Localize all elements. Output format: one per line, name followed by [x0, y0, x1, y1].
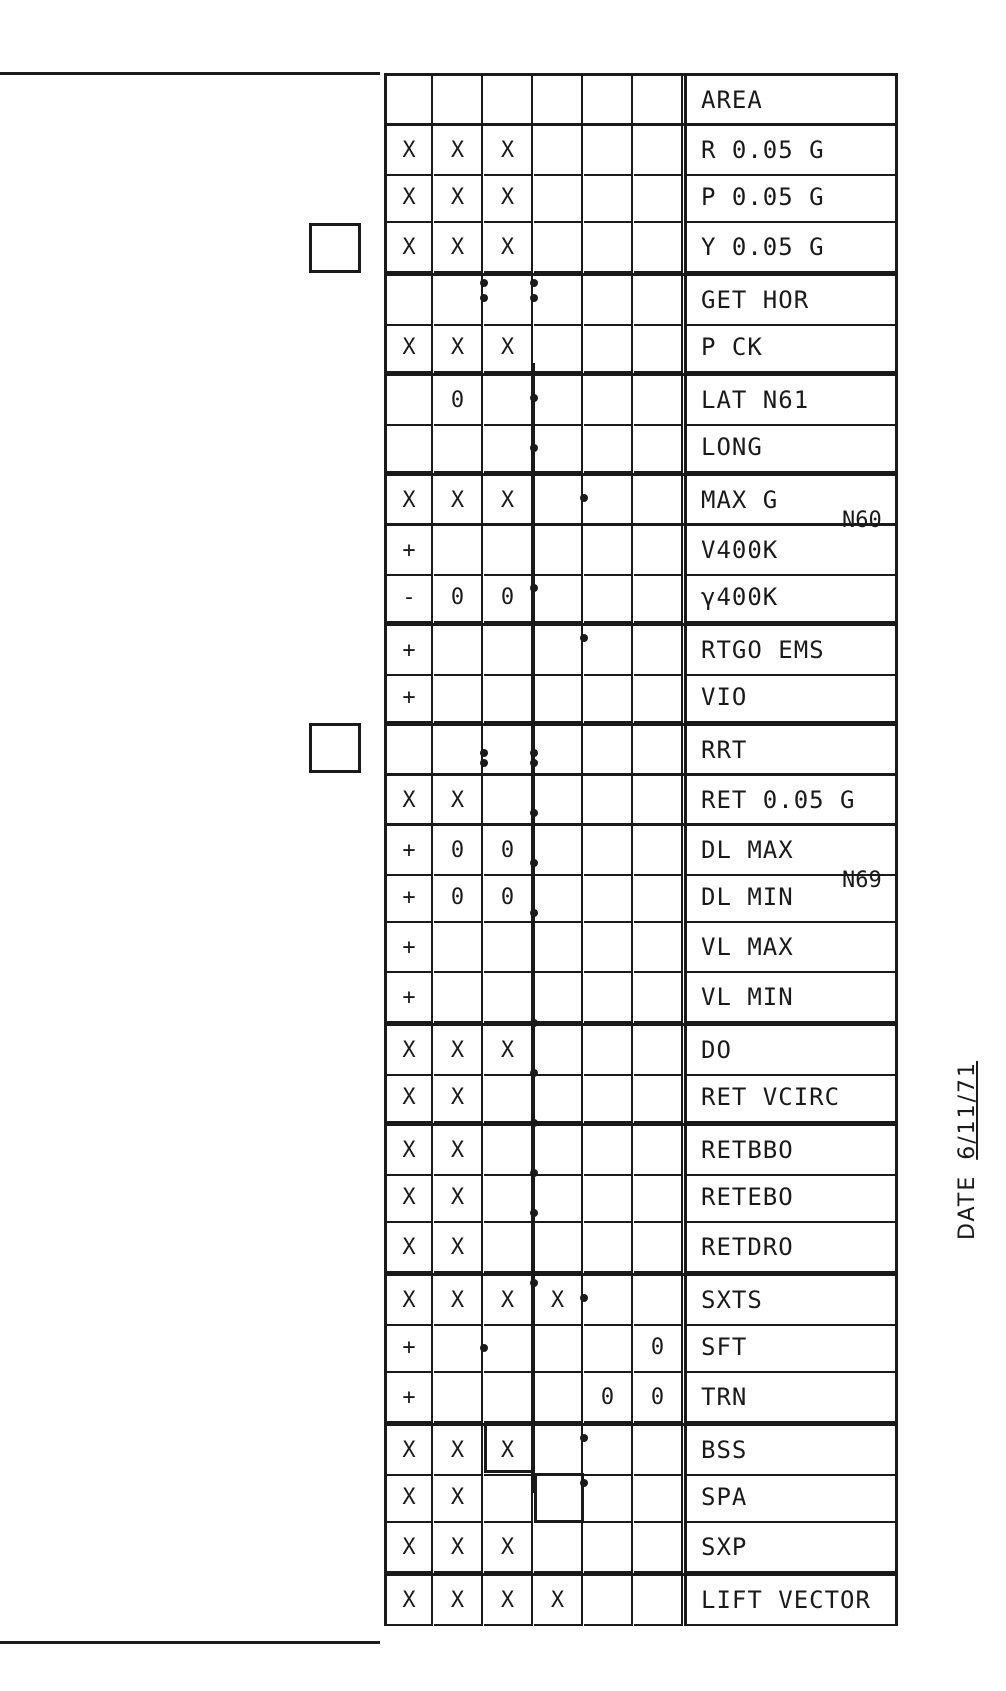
grid-cell: [434, 526, 483, 576]
row-label: VL MAX: [684, 923, 898, 973]
grid-cell: [634, 323, 683, 373]
table-row: [384, 573, 898, 623]
grid-cell: [584, 923, 633, 973]
row-label: SPA: [684, 1473, 898, 1523]
table-row: [384, 1473, 898, 1523]
grid-cell: [484, 1173, 533, 1223]
grid-cell: X: [434, 126, 483, 176]
grid-cell: [584, 323, 633, 373]
grid-cell: X: [384, 1426, 433, 1476]
grid-cell: [584, 673, 633, 723]
extension-box: [309, 723, 361, 773]
grid-cell: [534, 1126, 583, 1176]
grid-cell: 0: [434, 873, 483, 923]
marker-dot: [530, 279, 538, 287]
grid-cell: [484, 1126, 533, 1176]
row-label: DO: [684, 1026, 898, 1076]
grid-cell: X: [434, 1026, 483, 1076]
table-row: [384, 723, 898, 776]
grid-cell: X: [484, 1276, 533, 1326]
note-n60: N60: [842, 508, 882, 533]
row-label: DL MAX: [684, 826, 898, 876]
grid-cell: [584, 873, 633, 923]
marker-dot: [480, 279, 488, 287]
grid-cell: [634, 526, 683, 576]
grid-cell: [484, 1373, 533, 1423]
grid-cell: [584, 573, 633, 623]
grid-cell: +: [384, 923, 433, 973]
row-label: RETBBO: [684, 1126, 898, 1176]
header-label: AREA: [684, 76, 898, 126]
grid-cell: [384, 76, 433, 126]
grid-cell: [634, 1426, 683, 1476]
table-row: [384, 1273, 898, 1326]
table-row: [384, 1123, 898, 1176]
grid-cell: X: [484, 223, 533, 273]
grid-cell: [634, 423, 683, 473]
table-row: [384, 123, 898, 176]
grid-cell: [584, 1523, 633, 1573]
row-label: SFT: [684, 1323, 898, 1373]
row-label: LONG: [684, 423, 898, 473]
grid-cell: [634, 923, 683, 973]
table-row: [384, 1023, 898, 1076]
table-row: [384, 673, 898, 723]
grid-cell: [484, 76, 533, 126]
grid-cell: [484, 673, 533, 723]
grid-cell: X: [484, 1026, 533, 1076]
grid-cell: [634, 1223, 683, 1273]
table-row: [384, 273, 898, 326]
grid-cell: 0: [484, 873, 533, 923]
column-divider-line: [533, 363, 535, 1493]
table-row: [384, 873, 898, 923]
grid-cell: X: [384, 1473, 433, 1523]
row-label: TRN: [684, 1373, 898, 1423]
grid-cell: [634, 1576, 683, 1626]
grid-cell: [534, 526, 583, 576]
grid-cell: [534, 323, 583, 373]
grid-cell: [434, 276, 483, 326]
grid-cell: [384, 423, 433, 473]
grid-cell: [584, 726, 633, 776]
grid-cell: 0: [634, 1373, 683, 1423]
grid-cell: [484, 923, 533, 973]
grid-cell: X: [434, 1576, 483, 1626]
grid-cell: [534, 1173, 583, 1223]
grid-cell: [484, 726, 533, 776]
grid-cell: +: [384, 973, 433, 1023]
row-label: R 0.05 G: [684, 126, 898, 176]
grid-cell: [634, 1026, 683, 1076]
grid-cell: 0: [434, 573, 483, 623]
grid-cell: [634, 726, 683, 776]
grid-cell: X: [384, 126, 433, 176]
grid-cell: X: [534, 1576, 583, 1626]
grid-cell: X: [434, 323, 483, 373]
grid-cell: [434, 1323, 483, 1373]
grid-cell: [434, 423, 483, 473]
grid-cell: 0: [634, 1323, 683, 1373]
grid-cell: +: [384, 526, 433, 576]
grid-cell: [584, 276, 633, 326]
highlight-box: [484, 1423, 534, 1473]
table-row: [384, 323, 898, 373]
grid-cell: X: [434, 1473, 483, 1523]
grid-cell: 0: [434, 376, 483, 426]
grid-cell: [584, 1276, 633, 1326]
row-label: VIO: [684, 673, 898, 723]
grid-cell: [484, 1073, 533, 1123]
grid-cell: [534, 173, 583, 223]
grid-cell: [534, 973, 583, 1023]
grid-cell: X: [434, 1276, 483, 1326]
table-row: [384, 823, 898, 876]
marker-dot: [480, 759, 488, 767]
grid-cell: +: [384, 626, 433, 676]
grid-cell: [534, 223, 583, 273]
grid-cell: [584, 126, 633, 176]
grid-cell: [634, 476, 683, 526]
grid-cell: X: [384, 223, 433, 273]
marker-dot: [580, 634, 588, 642]
grid-cell: [584, 1473, 633, 1523]
table-row: [384, 773, 898, 826]
table-row: [384, 1373, 898, 1423]
table-row: [384, 173, 898, 223]
grid-cell: [634, 776, 683, 826]
grid-cell: X: [384, 323, 433, 373]
grid-cell: X: [484, 323, 533, 373]
grid-cell: [584, 1126, 633, 1176]
grid-cell: X: [434, 1173, 483, 1223]
table-row: [384, 223, 898, 273]
grid-cell: [634, 1073, 683, 1123]
grid-cell: [534, 573, 583, 623]
grid-cell: +: [384, 1373, 433, 1423]
grid-cell: [534, 1026, 583, 1076]
grid-cell: X: [384, 476, 433, 526]
grid-cell: [534, 626, 583, 676]
table-row: [384, 473, 898, 526]
table-row: [384, 1323, 898, 1373]
grid-cell: X: [384, 1223, 433, 1273]
grid-cell: [584, 223, 633, 273]
row-label: RTGO EMS: [684, 626, 898, 676]
row-label: VL MIN: [684, 973, 898, 1023]
grid-cell: [584, 423, 633, 473]
row-label: MAX G: [684, 476, 898, 526]
grid-cell: [534, 923, 583, 973]
grid-cell: X: [484, 1523, 533, 1573]
grid-cell: [634, 223, 683, 273]
grid-cell: X: [484, 476, 533, 526]
row-label: LAT N61: [684, 376, 898, 426]
grid-cell: [534, 126, 583, 176]
grid-cell: [534, 476, 583, 526]
grid-cell: X: [434, 1426, 483, 1476]
grid-cell: [434, 726, 483, 776]
grid-cell: X: [384, 1026, 433, 1076]
grid-cell: [534, 1073, 583, 1123]
grid-cell: [434, 673, 483, 723]
row-label: RETDRO: [684, 1223, 898, 1273]
grid-cell: [384, 726, 433, 776]
table-row: [384, 1523, 898, 1573]
grid-cell: X: [384, 776, 433, 826]
grid-cell: [484, 376, 533, 426]
table-row: [384, 923, 898, 973]
table-row: [384, 523, 898, 576]
grid-cell: X: [484, 126, 533, 176]
grid-cell: [434, 973, 483, 1023]
grid-cell: [534, 873, 583, 923]
grid-cell: [484, 276, 533, 326]
grid-cell: [584, 1026, 633, 1076]
grid-cell: [534, 726, 583, 776]
row-label: RRT: [684, 726, 898, 776]
table-row: [384, 1173, 898, 1223]
left-blank-panel: [0, 72, 380, 1644]
grid-cell: X: [384, 1576, 433, 1626]
grid-cell: [634, 126, 683, 176]
grid-cell: X: [384, 173, 433, 223]
extension-box: [309, 223, 361, 273]
row-label: RET VCIRC: [684, 1073, 898, 1123]
row-label: γ400K: [684, 573, 898, 623]
grid-cell: X: [534, 1276, 583, 1326]
grid-cell: [634, 1276, 683, 1326]
grid-cell: [634, 1523, 683, 1573]
grid-cell: 0: [484, 826, 533, 876]
grid-cell: [534, 1223, 583, 1273]
grid-cell: [584, 1576, 633, 1626]
grid-cell: [634, 1126, 683, 1176]
date-stamp: [955, 1055, 980, 1240]
marker-dot: [530, 294, 538, 302]
grid-cell: [484, 626, 533, 676]
grid-cell: -: [384, 573, 433, 623]
grid-cell: [534, 673, 583, 723]
grid-cell: +: [384, 826, 433, 876]
grid-cell: [584, 76, 633, 126]
grid-cell: X: [434, 1073, 483, 1123]
grid-cell: [584, 1323, 633, 1373]
grid-cell: [584, 1426, 633, 1476]
grid-cell: X: [434, 1523, 483, 1573]
grid-cell: [634, 873, 683, 923]
grid-cell: [634, 973, 683, 1023]
table-row: [384, 423, 898, 473]
grid-cell: [434, 76, 483, 126]
grid-cell: [634, 826, 683, 876]
grid-cell: [584, 826, 633, 876]
grid-cell: [584, 626, 633, 676]
grid-cell: [584, 776, 633, 826]
grid-cell: X: [434, 173, 483, 223]
grid-cell: [634, 276, 683, 326]
grid-cell: [634, 673, 683, 723]
table-row: [384, 973, 898, 1023]
grid-cell: [384, 376, 433, 426]
row-label: GET HOR: [684, 276, 898, 326]
grid-cell: [634, 573, 683, 623]
grid-cell: [534, 276, 583, 326]
grid-cell: X: [434, 1223, 483, 1273]
highlight-box: [534, 1473, 584, 1523]
row-label: P CK: [684, 323, 898, 373]
table-row: [384, 373, 898, 426]
grid-cell: [484, 1323, 533, 1373]
grid-cell: [534, 1426, 583, 1476]
row-label: P 0.05 G: [684, 173, 898, 223]
grid-cell: X: [384, 1173, 433, 1223]
grid-cell: [584, 476, 633, 526]
grid-cell: X: [434, 776, 483, 826]
grid-cell: [484, 423, 533, 473]
marker-dot: [480, 749, 488, 757]
grid-cell: X: [434, 476, 483, 526]
grid-cell: X: [384, 1126, 433, 1176]
grid-cell: [584, 1173, 633, 1223]
grid-cell: [534, 1373, 583, 1423]
grid-cell: [534, 376, 583, 426]
table-row: [384, 1573, 898, 1626]
table-row: [384, 1223, 898, 1273]
grid-cell: 0: [484, 573, 533, 623]
grid-cell: [534, 1523, 583, 1573]
grid-cell: [584, 1073, 633, 1123]
grid-cell: [534, 826, 583, 876]
grid-cell: [634, 1173, 683, 1223]
row-label: RET 0.05 G: [684, 776, 898, 826]
grid-cell: +: [384, 673, 433, 723]
row-label: BSS: [684, 1426, 898, 1476]
grid-cell: [534, 776, 583, 826]
grid-cell: X: [384, 1523, 433, 1573]
table-row: [384, 623, 898, 676]
grid-cell: [484, 526, 533, 576]
grid-cell: [584, 376, 633, 426]
grid-cell: X: [484, 1576, 533, 1626]
grid-cell: X: [434, 223, 483, 273]
marker-dot: [580, 1434, 588, 1442]
grid-cell: [534, 76, 583, 126]
row-label: V400K: [684, 526, 898, 576]
table-row: [384, 1423, 898, 1476]
grid-cell: +: [384, 873, 433, 923]
grid-cell: [484, 1223, 533, 1273]
row-label: Y 0.05 G: [684, 223, 898, 273]
grid-cell: 0: [434, 826, 483, 876]
grid-cell: 0: [584, 1373, 633, 1423]
grid-cell: [484, 1473, 533, 1523]
row-label: SXTS: [684, 1276, 898, 1326]
grid-cell: X: [384, 1276, 433, 1326]
grid-cell: X: [484, 173, 533, 223]
grid-cell: [584, 173, 633, 223]
row-label: LIFT VECTOR: [684, 1576, 898, 1626]
grid-cell: [434, 626, 483, 676]
grid-cell: [384, 276, 433, 326]
grid-cell: [634, 1473, 683, 1523]
note-n69: N69: [842, 868, 882, 893]
grid-cell: [584, 1223, 633, 1273]
grid-cell: [534, 423, 583, 473]
grid-cell: [634, 626, 683, 676]
grid-cell: [634, 173, 683, 223]
grid-cell: [484, 973, 533, 1023]
marker-dot: [580, 494, 588, 502]
grid-cell: X: [434, 1126, 483, 1176]
grid-cell: X: [384, 1073, 433, 1123]
grid-cell: [584, 973, 633, 1023]
grid-cell: [634, 376, 683, 426]
row-label: RETEBO: [684, 1173, 898, 1223]
row-label: SXP: [684, 1523, 898, 1573]
header-row: [384, 73, 898, 126]
grid-cell: [584, 526, 633, 576]
date-label: DATE: [955, 1174, 980, 1240]
grid-cell: X: [484, 1426, 533, 1476]
grid-cell: [434, 923, 483, 973]
marker-dot: [480, 1344, 488, 1352]
grid-cell: [434, 1373, 483, 1423]
grid-cell: [534, 1323, 583, 1373]
row-label: DL MIN: [684, 873, 898, 923]
grid-cell: [634, 76, 683, 126]
marker-dot: [580, 1294, 588, 1302]
table-row: [384, 1073, 898, 1123]
date-value: 6/11/71: [955, 1060, 980, 1160]
grid-cell: [484, 776, 533, 826]
grid-cell: +: [384, 1323, 433, 1373]
marker-dot: [480, 294, 488, 302]
